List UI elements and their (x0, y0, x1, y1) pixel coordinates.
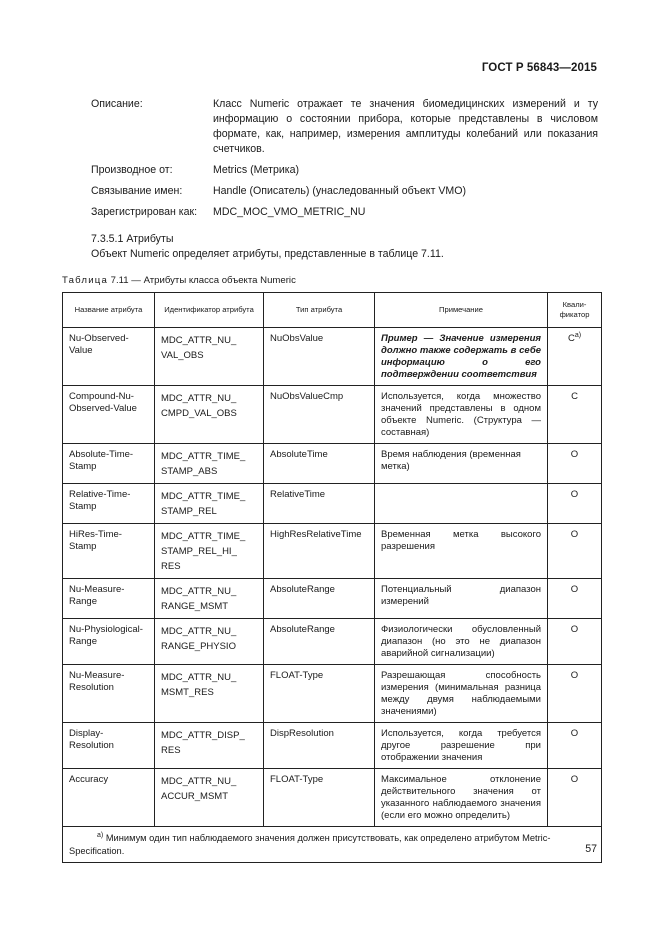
cell-type: FLOAT-Type (264, 665, 375, 723)
definition-term: Описание: (91, 98, 143, 110)
table-row (63, 524, 602, 579)
cell-qualifier: O (548, 579, 602, 619)
cell-id: MDC_ATTR_NU_ MSMT_RES (155, 665, 264, 723)
attributes-table (62, 292, 602, 863)
cell-note: Разрешающая способность измерения (минимальная разница между двумя наблюдаемыми значениями) (375, 665, 548, 723)
table-caption-text: 7.11 — Атрибуты класса объекта Numeric (108, 275, 296, 286)
definition-row (91, 163, 598, 178)
cell-type: RelativeTime (264, 484, 375, 524)
definition-row (91, 205, 598, 220)
cell-name: Compound-Nu-Observed-Value (63, 386, 155, 444)
cell-note: Физиологически обусловленный диапазон (но это не диапазон аварийной сигнализации) (375, 619, 548, 665)
definition-value: Metrics (Метрика) (213, 164, 300, 176)
header-attribute-id: Идентификатор атрибута (155, 293, 264, 328)
cell-qualifier: O (548, 484, 602, 524)
cell-id: MDC_ATTR_NU_ ACCUR_MSMT (155, 769, 264, 827)
cell-name: Relative-Time-Stamp (63, 484, 155, 524)
cell-type: AbsoluteRange (264, 579, 375, 619)
cell-type: HighResRelativeTime (264, 524, 375, 579)
header-qualifier: Квали-фикатор (548, 293, 602, 328)
table-row (63, 444, 602, 484)
cell-id: MDC_ATTR_TIME_ STAMP_ABS (155, 444, 264, 484)
cell-id: MDC_ATTR_NU_ RANGE_MSMT (155, 579, 264, 619)
qualifier-value: C (567, 333, 575, 344)
table-row (63, 579, 602, 619)
cell-qualifier: O (548, 619, 602, 665)
cell-name: Nu-Observed-Value (63, 328, 155, 386)
cell-note (375, 484, 548, 524)
table-footnote-row (63, 827, 602, 863)
cell-type: NuObsValueCmp (264, 386, 375, 444)
header-attribute-type: Тип атрибута (264, 293, 375, 328)
table-row (63, 328, 602, 386)
table-row (63, 723, 602, 769)
section-text: Объект Numeric определяет атрибуты, представленные в таблице 7.11. (91, 248, 444, 260)
definition-term: Связывание имен: (91, 185, 183, 197)
cell-note: Время наблюдения (временная метка) (375, 444, 548, 484)
table-row (63, 769, 602, 827)
table-caption (62, 275, 296, 286)
cell-qualifier: O (548, 723, 602, 769)
cell-id: MDC_ATTR_TIME_ STAMP_REL_HI_ RES (155, 524, 264, 579)
cell-note: Используется, когда множество значений представлены в одном объекте Numeric. (Структура — составная) (375, 386, 548, 444)
cell-note: Используется, когда требуется другое разрешение при отображении значения (375, 723, 548, 769)
document-header: ГОСТ Р 56843—2015 (481, 62, 597, 74)
cell-name: Nu-Measure-Resolution (63, 665, 155, 723)
cell-id: MDC_ATTR_NU_ RANGE_PHYSIO (155, 619, 264, 665)
table-caption-label: Таблица (62, 275, 109, 286)
footnote-marker: а) (97, 831, 104, 839)
cell-name: Display-Resolution (63, 723, 155, 769)
definition-row (91, 184, 598, 199)
page-number: 57 (585, 843, 597, 855)
table-header-row (63, 293, 602, 328)
cell-id: MDC_ATTR_NU_ CMPD_VAL_OBS (155, 386, 264, 444)
cell-note: Максимальное отклонение действительного значения от указанного наблюдаемого значения (если его можно определить) (375, 769, 548, 827)
table-row (63, 484, 602, 524)
definition-term: Зарегистрирован как: (91, 206, 198, 218)
class-definition-list (91, 97, 598, 226)
definition-term: Производное от: (91, 164, 173, 176)
cell-id: MDC_ATTR_NU_ VAL_OBS (155, 328, 264, 386)
attributes-section (91, 232, 601, 262)
cell-note: Пример — Значение измерения должно также содержать в себе информацию о его подтверждении соответствия (375, 328, 548, 386)
definition-value: Класс Numeric отражает те значения биомедицинских измерений и ту информацию о состоянии прибора, которые представлены в числовом формате, как, например, измерения амплитуды колебаний или показания счетчиков. (213, 98, 598, 155)
cell-qualifier: O (548, 444, 602, 484)
cell-name: HiRes-Time-Stamp (63, 524, 155, 579)
cell-note: Временная метка высокого разрешения (375, 524, 548, 579)
cell-type: AbsoluteRange (264, 619, 375, 665)
cell-qualifier (548, 328, 602, 386)
cell-type: AbsoluteTime (264, 444, 375, 484)
cell-name: Nu-Physiological-Range (63, 619, 155, 665)
cell-qualifier: O (548, 524, 602, 579)
cell-note: Потенциальный диапазон измерений (375, 579, 548, 619)
cell-name: Accuracy (63, 769, 155, 827)
table-footnote (63, 827, 602, 863)
table-row (63, 619, 602, 665)
cell-id: MDC_ATTR_TIME_ STAMP_REL (155, 484, 264, 524)
cell-id: MDC_ATTR_DISP_ RES (155, 723, 264, 769)
cell-name: Absolute-Time-Stamp (63, 444, 155, 484)
definition-value: Handle (Описатель) (унаследованный объект VMO) (213, 185, 467, 197)
table-row (63, 386, 602, 444)
definition-row (91, 97, 598, 157)
cell-type: DispResolution (264, 723, 375, 769)
cell-qualifier: O (548, 665, 602, 723)
section-heading: 7.3.5.1 Атрибуты (91, 233, 174, 245)
cell-type: NuObsValue (264, 328, 375, 386)
cell-name: Nu-Measure-Range (63, 579, 155, 619)
cell-type: FLOAT-Type (264, 769, 375, 827)
qualifier-footnote-ref: а) (574, 331, 582, 339)
cell-qualifier: O (548, 769, 602, 827)
header-attribute-name: Название атрибута (63, 293, 155, 328)
table-row (63, 665, 602, 723)
cell-qualifier: C (548, 386, 602, 444)
header-note: Примечание (375, 293, 548, 328)
footnote-text: Минимум один тип наблюдаемого значения должен присутствовать, как определено атрибутом Metric-Specification. (69, 833, 551, 856)
definition-value: MDC_MOC_VMO_METRIC_NU (213, 206, 366, 218)
